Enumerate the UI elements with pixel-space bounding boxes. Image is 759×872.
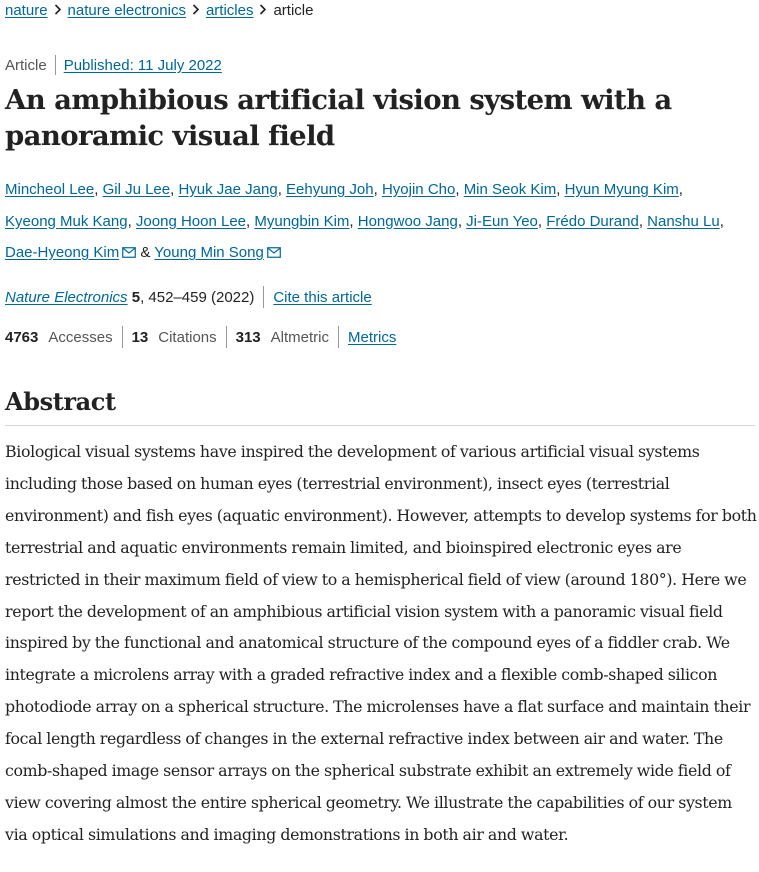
citations-label: Citations	[158, 328, 217, 346]
divider	[122, 326, 123, 348]
breadcrumb-articles[interactable]: articles	[205, 1, 254, 19]
divider	[263, 286, 264, 308]
article-title: An amphibious artificial vision system with a panoramic visual field	[5, 84, 672, 152]
author-list: Mincheol Lee, Gil Ju Lee, Hyuk Jae Jang, Eehyung Joh, Hyojin Cho, Min Seok Kim, Hyun Myung Kim, Kyeong Muk Kang, Joong Hoon Lee, Myungbin Kim, Hongwoo Jang, Ji-Eun Yeo, Frédo Durand, Nanshu Lu, Dae-Hyeong Kim & Young Min Song	[5, 181, 724, 261]
citations-count: 13	[131, 328, 149, 346]
divider	[338, 326, 339, 348]
author-link[interactable]: Hongwoo Jang	[357, 212, 458, 230]
author-link[interactable]: Min Seok Kim	[463, 181, 557, 198]
metrics-link[interactable]: Metrics	[348, 328, 397, 346]
breadcrumb	[5, 0, 313, 20]
author-link[interactable]: Nanshu Lu	[647, 212, 720, 230]
author-link[interactable]: Kyeong Muk Kang	[5, 212, 128, 230]
abstract-text: Biological visual systems have inspired the development of various artificial visual systems including those based on human eyes (terrestrial environment), insect eyes (terrestrial environment) and fish eyes (aquatic environment). However, attempts to develop systems for both terrestrial and aquatic environments remain limited, and bioinspired electronic eyes are restricted in their maximum field of view to a hemispherical field of view (around 180°). Here we report the development of an amphibious artificial vision system with a panoramic visual field inspired by the functional and anatomical structure of the compound eyes of a fiddler crab. We integrate a microlens array with a graded refractive index and a flexible comb-shaped silicon photodiode array on a spherical structure. The microlenses have a flat surface and maintain their focal length regardless of changes in the external refractive index between air and water. The comb-shaped image sensor arrays on the spherical substrate exhibit an extremely wide field of view covering almost the entire spherical geometry. We illustrate the capabilities of our system via optical simulations and imaging demonstrations in both air and water.	[5, 442, 757, 844]
abstract-heading: Abstract	[5, 387, 116, 416]
author-link[interactable]: Young Min Song	[154, 244, 264, 261]
author-link[interactable]: Hyojin Cho	[381, 181, 456, 198]
published-date-link[interactable]: Published: 11 July 2022	[63, 56, 222, 74]
author-link[interactable]: Eehyung Joh	[286, 181, 374, 198]
article-type: Article	[5, 56, 47, 74]
chevron-right-icon	[253, 2, 273, 18]
chevron-right-icon	[186, 2, 206, 18]
breadcrumb-nature-electronics[interactable]: nature electronics	[67, 1, 186, 19]
author-link[interactable]: Ji-Eun Yeo	[466, 212, 538, 230]
altmetric-count: 313	[235, 328, 261, 346]
author-link[interactable]: Gil Ju Lee	[102, 181, 171, 198]
divider	[226, 326, 227, 348]
altmetric-label: Altmetric	[270, 328, 329, 346]
author-link[interactable]: Dae-Hyeong Kim	[5, 244, 120, 261]
author-link[interactable]: Hyuk Jae Jang	[178, 181, 278, 198]
breadcrumb-nature[interactable]: nature	[5, 1, 48, 19]
mail-icon[interactable]	[267, 238, 281, 249]
author-link[interactable]: Myungbin Kim	[254, 212, 350, 230]
journal-name-link[interactable]: Nature Electronics	[5, 288, 128, 306]
author-link[interactable]: Mincheol Lee	[5, 181, 95, 198]
journal-pages: , 452–459 (2022)	[140, 288, 255, 306]
author-link[interactable]: Frédo Durand	[546, 212, 639, 230]
journal-volume: 5	[131, 288, 141, 306]
section-divider	[5, 425, 755, 426]
chevron-right-icon	[48, 2, 68, 18]
divider	[55, 55, 56, 75]
journal-citation	[5, 285, 372, 309]
author-link[interactable]: Joong Hoon Lee	[135, 212, 247, 230]
breadcrumb-current: article	[273, 1, 314, 19]
article-metrics	[5, 325, 396, 349]
author-link[interactable]: Hyun Myung Kim	[564, 181, 679, 198]
article-meta	[5, 55, 222, 75]
mail-icon[interactable]	[122, 238, 136, 249]
accesses-label: Accesses	[48, 328, 113, 346]
accesses-count: 4763	[5, 328, 39, 346]
cite-this-article-link[interactable]: Cite this article	[273, 288, 372, 306]
